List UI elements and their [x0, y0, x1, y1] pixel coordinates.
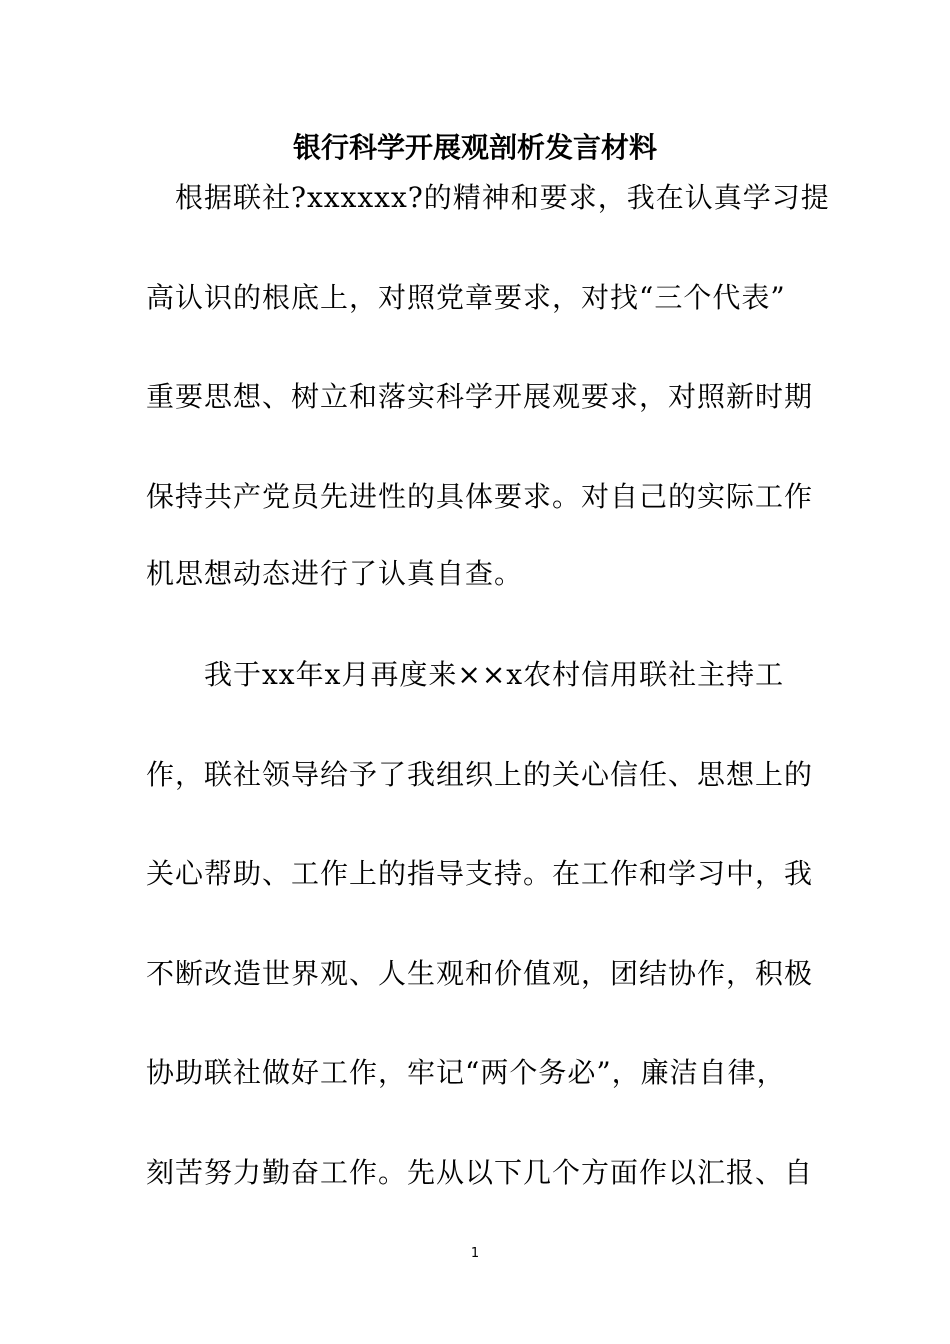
document-title: 银行科学开展观剖析发言材料 — [292, 131, 657, 164]
body-line-2: 高认识的根底上，对照党章要求，对找“三个代表” — [146, 281, 786, 314]
body-line-8: 关心帮助、工作上的指导支持。在工作和学习中，我 — [146, 857, 814, 890]
body-line-10: 协助联社做好工作，牢记“两个务必”，廉洁自律， — [146, 1056, 786, 1089]
body-line-11: 刻苦努力勤奋工作。先从以下几个方面作以汇报、自 — [146, 1156, 814, 1189]
page-number: 1 — [470, 1246, 480, 1261]
body-line-7: 作，联社领导给予了我组织上的关心信任、思想上的 — [146, 758, 814, 791]
body-line-6: 我于xx年x月再度来××x农村信用联社主持工 — [146, 658, 785, 691]
body-line-5: 机思想动态进行了认真自查。 — [146, 557, 524, 590]
body-line-3: 重要思想、树立和落实科学开展观要求，对照新时期 — [146, 380, 814, 413]
body-line-1: 根据联社?xxxxxx?的精神和要求，我在认真学习提 — [146, 181, 830, 214]
body-line-4: 保持共产党员先进性的具体要求。对自己的实际工作 — [146, 480, 814, 513]
body-line-9: 不断改造世界观、人生观和价值观，团结协作，积极 — [146, 957, 814, 990]
